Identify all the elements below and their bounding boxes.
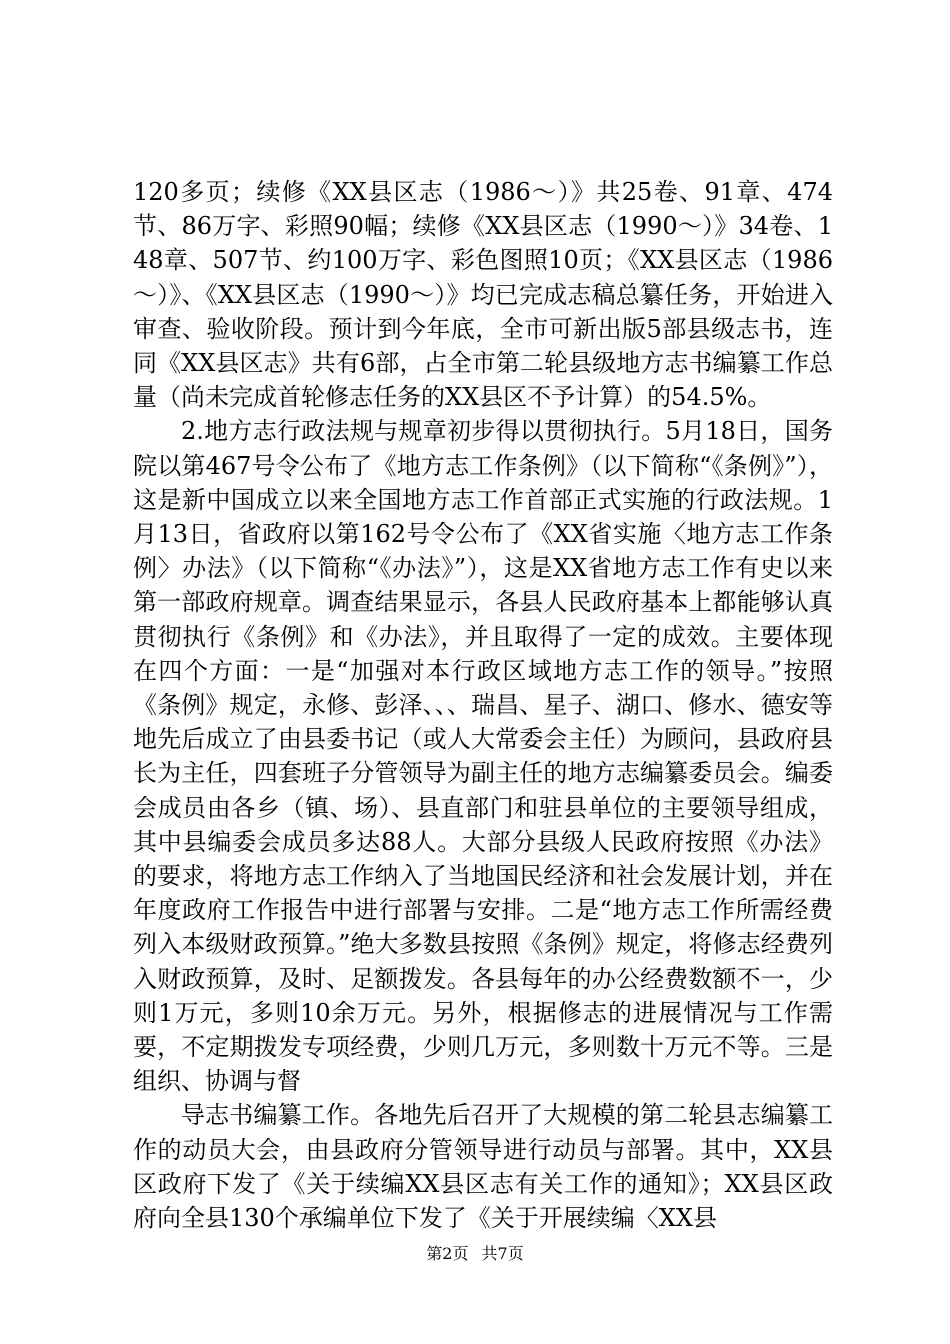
paragraph-section-2: 2.地方志行政法规与规章初步得以贯彻执行。5月18日，国务院以第467号令公布了《地方志工作条例》（以下简称“《条例》”），这是新中国成立以来全国地方志工作首部正式实施的行政法规。1月13日，省政府以第162号令公布了《XX省实施〈地方志工作条例〉办法》（以下简称“《办法》”），这是XX省地方志工作有史以来第一部政府规章。调查结果显示，各县人民政府基本上都能够认真贯彻执行《条例》和《办法》，并且取得了一定的成效。主要体现在四个方面：一是“加强对本行政区域地方志工作的领导。”按照《条例》规定，永修、彭泽、、、瑞昌、星子、湖口、修水、德安等地先后成立了由县委书记（或人大常委会主任）为顾问，县政府县长为主任，四套班子分管领导为副主任的地方志编纂委员会。编委会成员由各乡（镇、场）、县直部门和驻县单位的主要领导组成，其中县编委会成员多达88人。大部分县级人民政府按照《办法》的要求，将地方志工作纳入了当地国民经济和社会发展计划，并在年度政府工作报告中进行部署与安排。二是“地方志工作所需经费列入本级财政预算。”绝大多数县按照《条例》规定，将修志经费列入财政预算，及时、足额拨发。各县每年的办公经费数额不一，少则1万元，多则10余万元。另外，根据修志的进展情况与工作需要，不定期拨发专项经费，少则几万元，多则数十万元不等。三是组织、协调与督 [133,417,833,1096]
document-body [133,175,833,1235]
paragraph-continuation: 120多页；续修《XX县区志（1986～）》共25卷、91章、474节、86万字、彩照90幅；续修《XX县区志（1990～）》34卷、148章、507节、约100万字、彩色图照10页；《XX县区志（1986～）》、《XX县区志（1990～）》均已完成志稿总纂任务，开始进入审查、验收阶段。预计到今年底，全市可新出版5部县级志书，连同《XX县区志》共有6部，占全市第二轮县级地方志书编纂工作总量（尚未完成首轮修志任务的XX县区不予计算）的54.5%。 [133,178,833,412]
page-footer [0,1244,950,1264]
paragraph-section-2-continued: 导志书编纂工作。各地先后召开了大规模的第二轮县志编纂工作的动员大会，由县政府分管领导进行动员与部署。其中，XX县区政府下发了《关于续编XX县区志有关工作的通知》；XX县区政府向全县130个承编单位下发了《关于开展续编〈XX县 [133,1101,833,1233]
page-total: 共7页 [481,1244,524,1263]
page-number: 第2页 [426,1244,469,1263]
